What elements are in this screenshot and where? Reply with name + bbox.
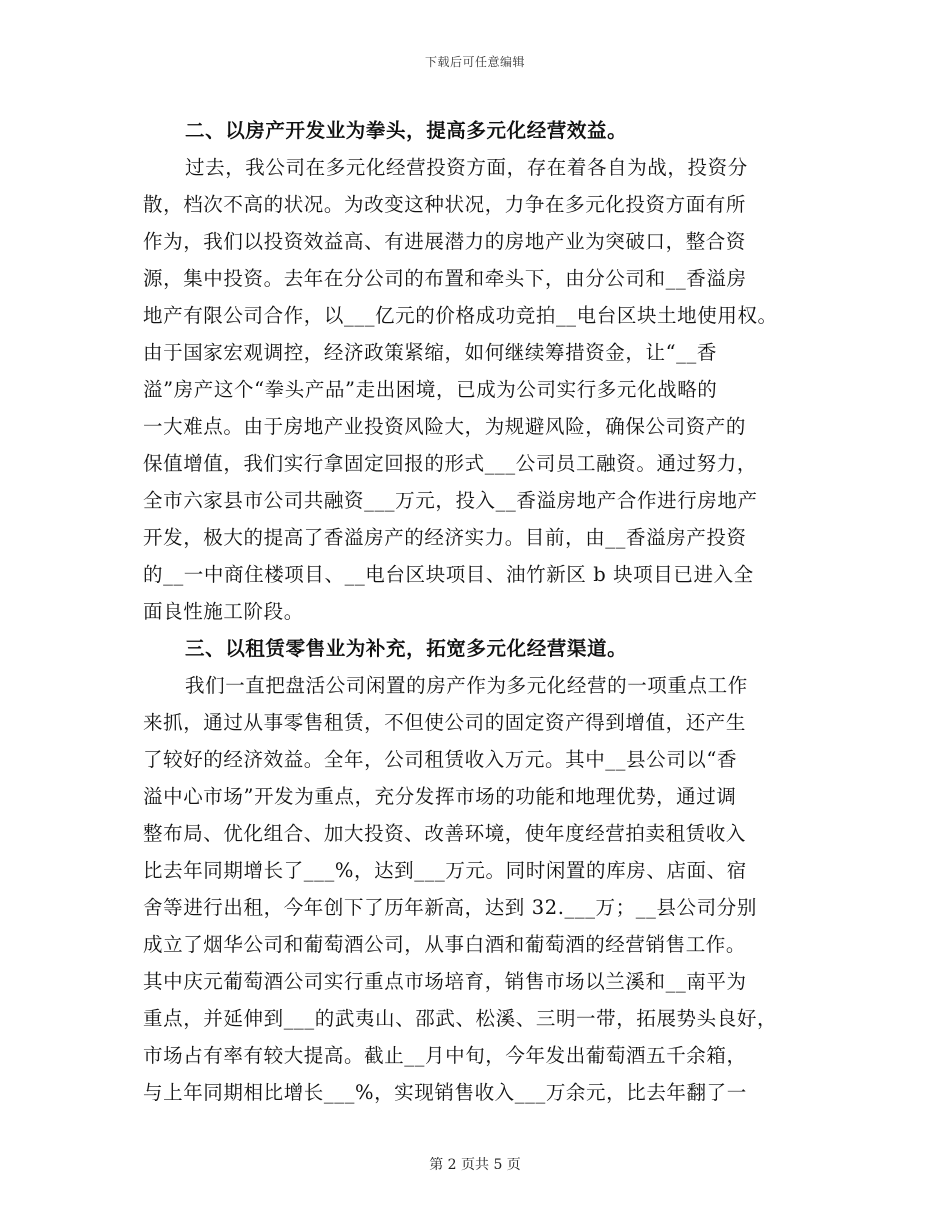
paragraph-line: 开发，极大的提高了香溢房产的经济实力。目前，由__香溢房产投资 [143,526,747,549]
paragraph-line: 成立了烟华公司和葡萄酒公司，从事白酒和葡萄酒的经营销售工作。 [143,933,747,956]
paragraph-line: 一大难点。由于房地产业投资风险大，为规避风险，确保公司资产的 [143,415,747,438]
section-heading: 三、以租赁零售业为补充，拓宽多元化经营渠道。 [185,637,628,660]
paragraph-line: 由于国家宏观调控，经济政策紧缩，如何继续筹措资金，让“__香 [143,341,717,364]
paragraph-line: 地产有限公司合作，以___亿元的价格成功竞拍__电台区块土地使用权。 [143,304,778,327]
paragraph-line: 过去，我公司在多元化经营投资方面，存在着各自为战，投资分 [185,156,748,179]
paragraph-line: 溢”房产这个“拳头产品”走出困境，已成为公司实行多元化战略的 [143,378,718,401]
paragraph-line: 舍等进行出租，今年创下了历年新高，达到 32.___万；__县公司分别 [143,896,757,919]
paragraph-line: 其中庆元葡萄酒公司实行重点市场培育，销售市场以兰溪和__南平为 [143,970,747,993]
paragraph-line: 的__一中商住楼项目、__电台区块项目、油竹新区 b 块项目已进入全 [143,563,754,586]
paragraph-line: 源，集中投资。去年在分公司的布置和牵头下，由分公司和__香溢房 [143,267,747,290]
document-body [143,112,823,1111]
paragraph-line: 了较好的经济效益。全年，公司租赁收入万元。其中__县公司以“香 [143,748,738,771]
paragraph-line: 溢中心市场”开发为重点，充分发挥市场的功能和地理优势，通过调 [143,785,737,808]
paragraph-line: 比去年同期增长了___%，达到___万元。同时闲置的库房、店面、宿 [143,859,747,882]
paragraph-line: 保值增值，我们实行拿固定回报的形式___公司员工融资。通过努力， [143,452,757,475]
page-footer: 第 2 页共 5 页 [429,1157,521,1173]
paragraph-line: 市场占有率有较大提高。截止__月中旬，今年发出葡萄酒五千余箱， [143,1044,747,1067]
paragraph-line: 重点，并延伸到___的武夷山、邵武、松溪、三明一带，拓展势头良好， [143,1007,778,1030]
paragraph-line: 作为，我们以投资效益高、有进展潜力的房地产业为突破口，整合资 [143,230,747,253]
paragraph-line: 来抓，通过从事零售租赁，不但使公司的固定资产得到增值，还产生 [143,711,747,734]
paragraph-line: 我们一直把盘活公司闲置的房产作为多元化经营的一项重点工作 [185,674,748,697]
paragraph-line: 散，档次不高的状况。为改变这种状况，力争在多元化投资方面有所 [143,193,747,216]
paragraph-line: 整布局、优化组合、加大投资、改善环境，使年度经营拍卖租赁收入 [143,822,747,845]
paragraph-line: 全市六家县市公司共融资___万元，投入__香溢房地产合作进行房地产 [143,489,758,512]
header-note: 下载后可任意编辑 [424,55,525,69]
paragraph-line: 与上年同期相比增长___%，实现销售收入___万余元，比去年翻了一 [143,1081,747,1104]
paragraph-line: 面良性施工阶段。 [143,600,304,623]
section-heading: 二、以房产开发业为拳头，提高多元化经营效益。 [185,119,628,142]
